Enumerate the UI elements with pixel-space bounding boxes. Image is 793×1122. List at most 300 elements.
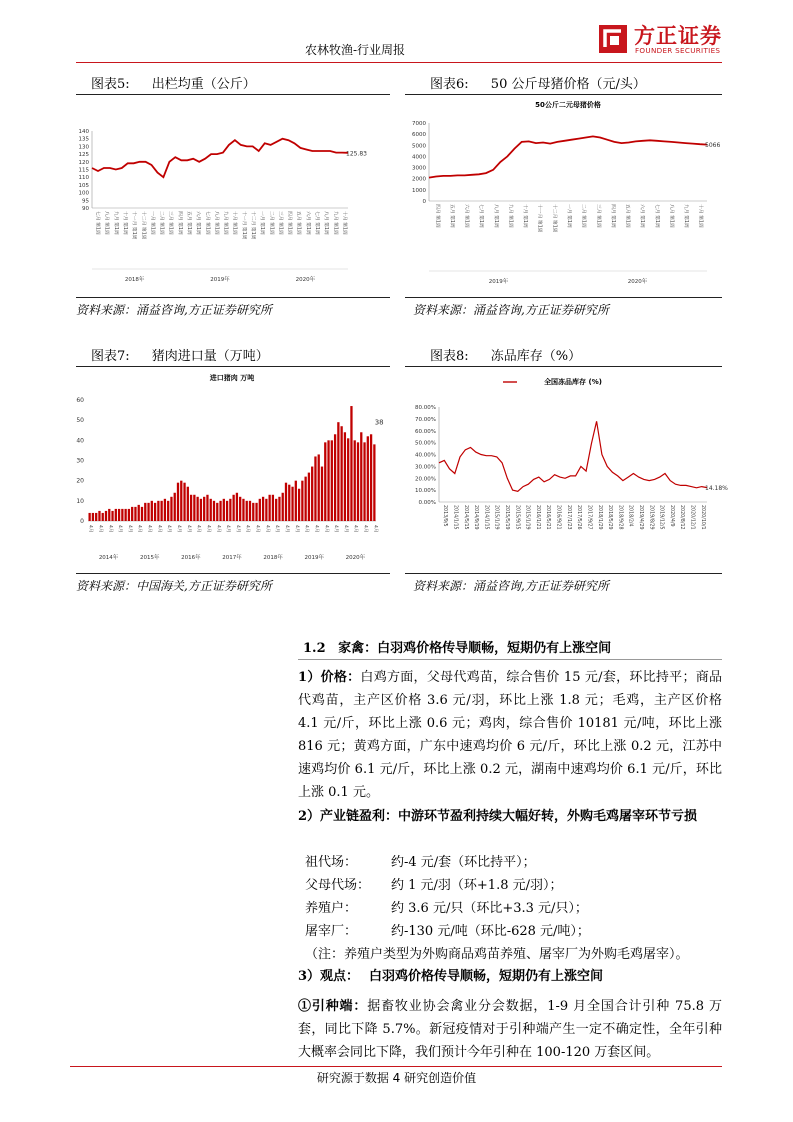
x-tick-label: 九月 第1周 <box>332 211 338 235</box>
profit-heading: 2）产业链盈利：中游环节盈利持续大幅好转，外购毛鸡屠宰环节亏损 <box>298 809 698 824</box>
x-tick-label: 四月 第1周 <box>286 211 292 235</box>
x-tick-label: 4月 <box>156 525 162 533</box>
y-tick-label: 6000 <box>412 132 426 139</box>
item1-head: ①引种端： <box>298 999 368 1014</box>
x-tick-label: 三月 第1周 <box>167 211 173 235</box>
series-line <box>429 136 707 177</box>
logo-text-cn: 方正证券 <box>634 24 722 48</box>
footer-slogan: 研究源于数据 4 研究创造价值 <box>316 1071 477 1085</box>
fig6-bottom-rule <box>405 297 722 298</box>
fig6-chart <box>405 97 722 295</box>
bar <box>236 493 238 521</box>
x-tick-label: 4月 <box>225 525 231 533</box>
bar <box>255 503 257 521</box>
fig7-source: 资料来源：中国海关,方正证券研究所 <box>76 579 272 593</box>
bar <box>154 503 156 521</box>
bar <box>118 509 120 521</box>
fig7-top-rule <box>76 366 390 367</box>
bar <box>174 493 176 521</box>
y-tick-label: 0 <box>422 199 426 205</box>
item1-text: 据畜牧业协会禽业分会数据，1-9 月全国合计引种 75.8 万套，同比下降 5.7%。新冠疫情对于引种端产生一定不确定性，全年引种大概率会同比下降，我们预计今年引种在 100-120 万套区间。 <box>298 999 722 1060</box>
bar <box>115 509 117 521</box>
profit-row-value: 约 1 元/羽（环+1.8 元/羽）； <box>391 878 563 893</box>
profit-row-label: 父母代场： <box>305 878 371 893</box>
y-tick-label: 10 <box>76 497 84 505</box>
y-tick-label: 4000 <box>412 154 426 161</box>
y-tick-label: 40.00% <box>415 452 436 459</box>
y-tick-label: 115 <box>78 167 89 174</box>
x-tick-label: 七月 第1周 <box>204 211 210 235</box>
fig6-source: 资料来源：涌益咨询,方正证券研究所 <box>413 303 609 317</box>
fig8-title-text: 冻品库存（%） <box>490 349 582 364</box>
x-tick-label: 4月 <box>313 525 319 533</box>
x-tick-label: 八月 第1周 <box>103 211 109 235</box>
last-value-label: 38 <box>374 418 384 427</box>
fig7-title-text: 猪肉进口量（万吨） <box>151 349 269 364</box>
bar <box>141 507 143 521</box>
bar <box>229 499 231 521</box>
year-group-label: 2017年 <box>222 555 242 561</box>
profit-row-value: 约-4 元/套（环比持平）； <box>391 855 536 870</box>
x-tick-label: 4月 <box>303 525 309 533</box>
x-tick-label: 2019/8/29 <box>648 505 654 530</box>
year-group-label: 2019年 <box>210 277 230 283</box>
x-tick-label: 4月 <box>244 525 250 533</box>
fig6-top-rule <box>405 94 722 95</box>
year-group-label: 2016年 <box>181 555 201 561</box>
logo-text-en: FOUNDER SECURITIES <box>635 46 721 55</box>
x-tick-label: 2016/9/21 <box>555 505 561 530</box>
x-tick-label: 九月 第1周 <box>112 211 118 235</box>
founder-logo-icon <box>598 24 628 54</box>
y-tick-label: 40 <box>76 437 84 445</box>
x-tick-label: 二月 第1周 <box>268 211 274 235</box>
x-tick-label: 八月 第1周 <box>213 211 219 235</box>
y-tick-label: 30.00% <box>415 464 436 471</box>
x-tick-label: 2017/5/26 <box>576 505 582 530</box>
y-tick-label: 60.00% <box>415 428 436 435</box>
y-tick-label: 2000 <box>412 176 426 183</box>
bar <box>282 493 284 521</box>
x-tick-label: 一月 第1周 <box>259 211 265 235</box>
bar <box>298 489 300 521</box>
y-tick-label: 0 <box>80 518 84 525</box>
bar <box>131 507 133 521</box>
x-tick-label: 2014/5/15 <box>462 505 468 530</box>
bar <box>259 499 261 521</box>
bar <box>203 497 205 521</box>
bar <box>344 432 346 521</box>
x-tick-label: 4月 <box>205 525 211 533</box>
bar <box>340 426 342 521</box>
year-group-label: 2019年 <box>304 555 325 561</box>
bar <box>232 495 234 521</box>
bar <box>324 442 326 521</box>
bar <box>304 477 306 521</box>
bar <box>213 501 215 521</box>
x-tick-label: 2016/5/21 <box>545 505 551 530</box>
x-tick-label: 4月 <box>342 525 348 533</box>
year-group-label: 2020年 <box>627 279 648 285</box>
x-tick-label: 十月 第1周 <box>341 211 347 235</box>
x-tick-label: 六月 第1周 <box>639 204 645 228</box>
year-group-label: 2019年 <box>488 279 509 285</box>
x-tick-label: 六月 第1周 <box>304 211 310 235</box>
price-paragraph <box>298 666 722 804</box>
bar <box>200 499 202 521</box>
x-tick-label: 四月 第1周 <box>609 204 615 228</box>
bar <box>252 503 254 521</box>
x-tick-label: 六月 第1周 <box>195 211 201 235</box>
bar <box>180 481 182 521</box>
section-title: 家禽：白羽鸡价格传导顺畅，短期仍有上涨空间 <box>338 641 612 656</box>
bar <box>262 497 264 521</box>
bar <box>311 467 313 521</box>
x-tick-label: 2020/12/1 <box>689 505 695 530</box>
x-tick-label: 2019/12/5 <box>658 505 664 530</box>
fig7-chart <box>76 369 390 571</box>
x-tick-label: 2014/9/19 <box>473 505 479 530</box>
view-head: 3）观点： <box>298 969 360 984</box>
section-divider <box>298 659 722 660</box>
x-tick-label: 2013/9/5 <box>442 505 448 527</box>
x-tick-label: 4月 <box>87 525 93 533</box>
profit-row-label: 屠宰厂： <box>305 924 358 939</box>
chart-title: 进口猪肉 万吨 <box>209 374 255 382</box>
x-tick-label: 4月 <box>264 525 270 533</box>
bar <box>121 509 123 521</box>
bar <box>357 442 359 521</box>
x-tick-label: 五月 第1周 <box>186 211 191 235</box>
fig5-source: 资料来源：涌益咨询,方正证券研究所 <box>76 303 272 317</box>
bar <box>95 513 97 521</box>
series-line <box>92 139 348 178</box>
item1-paragraph <box>298 995 722 1064</box>
bar <box>190 495 192 521</box>
bar <box>370 434 372 521</box>
fig8-label: 图表8: <box>430 349 469 364</box>
x-tick-label: 2019/4/29 <box>638 505 643 530</box>
bar <box>327 440 329 521</box>
x-tick-label: 二月 第1周 <box>158 211 164 235</box>
x-tick-label: 十二月 第1周 <box>250 211 255 240</box>
bar <box>193 495 195 521</box>
fig5-top-rule <box>76 94 390 95</box>
bar <box>108 509 110 521</box>
bar <box>239 497 241 521</box>
x-tick-label: 4月 <box>323 525 329 533</box>
bar <box>318 454 320 521</box>
header-divider <box>76 62 722 63</box>
x-tick-label: 2018/1/29 <box>596 505 602 530</box>
x-tick-label: 九月 第1周 <box>507 204 513 228</box>
bar <box>88 513 90 521</box>
x-tick-label: 4月 <box>293 525 299 533</box>
bar <box>331 440 333 521</box>
chart-title: 50公斤二元母猪价格 <box>535 101 601 109</box>
bar <box>138 505 140 521</box>
x-tick-label: 五月 第1周 <box>448 204 454 228</box>
x-tick-label: 4月 <box>126 525 132 533</box>
fig5-bottom-rule <box>76 297 390 298</box>
fig5-title-text: 出栏均重（公斤） <box>151 77 256 92</box>
x-tick-label: 4月 <box>274 525 280 533</box>
y-tick-label: 0.00% <box>418 500 436 506</box>
bar <box>183 483 185 521</box>
y-tick-label: 30 <box>76 457 84 465</box>
x-tick-label: 三月 第1周 <box>277 211 283 235</box>
bar <box>265 499 267 521</box>
y-tick-label: 90 <box>82 206 89 212</box>
year-group-label: 2020年 <box>345 555 366 561</box>
bar <box>308 473 310 521</box>
x-tick-label: 二月 第1周 <box>580 204 586 228</box>
y-tick-label: 20 <box>76 477 84 485</box>
bar <box>147 503 149 521</box>
bar <box>337 422 339 521</box>
last-value-label: 125.83 <box>346 150 367 158</box>
chart-title: 全国冻品库存 (%) <box>544 378 602 386</box>
fig8-top-rule <box>405 366 722 367</box>
bar <box>334 434 336 521</box>
fig8-source: 资料来源：涌益咨询,方正证券研究所 <box>413 579 609 593</box>
report-header-title: 农林牧渔-行业周报 <box>305 43 406 57</box>
x-tick-label: 4月 <box>107 525 113 533</box>
bar <box>102 513 104 521</box>
price-head: 1）价格： <box>298 670 361 685</box>
x-tick-label: 2017/1/23 <box>565 505 571 530</box>
bar <box>167 501 169 521</box>
bar <box>272 495 274 521</box>
bar <box>151 501 153 521</box>
bar <box>160 501 162 521</box>
profit-row-value: 约-130 元/吨（环比-628 元/吨）； <box>391 924 590 939</box>
y-tick-label: 5000 <box>412 143 426 150</box>
bar <box>288 485 290 521</box>
x-tick-label: 4月 <box>185 525 191 533</box>
x-tick-label: 九月 第1周 <box>683 204 689 228</box>
x-tick-label: 2015/5/19 <box>504 505 509 530</box>
profit-row-value: 约 3.6 元/只（环比+3.3 元/只）； <box>391 901 588 916</box>
bar <box>144 503 146 521</box>
x-tick-label: 五月 第1周 <box>295 211 301 235</box>
x-tick-label: 十一月 第1周 <box>131 211 137 240</box>
x-tick-label: 十月 第1周 <box>231 211 237 235</box>
section-number: 1.2 <box>303 641 326 656</box>
year-group-label: 2020年 <box>295 277 316 283</box>
x-tick-label: 4月 <box>166 525 172 533</box>
x-tick-label: 六月 第1周 <box>463 204 469 228</box>
y-tick-label: 120 <box>78 159 89 166</box>
x-tick-label: 2015/1/19 <box>493 505 499 530</box>
x-tick-label: 八月 第1周 <box>492 204 498 228</box>
footer-divider <box>70 1066 722 1067</box>
x-tick-label: 七月 第1周 <box>478 204 484 228</box>
bar <box>285 483 287 521</box>
bar <box>98 511 100 521</box>
series-line <box>439 421 707 491</box>
y-tick-label: 50 <box>76 417 84 425</box>
y-tick-label: 1000 <box>412 187 426 194</box>
founder-logo <box>598 22 728 58</box>
x-tick-label: 四月 第1周 <box>176 211 182 235</box>
y-tick-label: 7000 <box>412 121 426 127</box>
fig7-title <box>91 345 269 364</box>
bar <box>246 501 248 521</box>
x-tick-label: 4月 <box>195 525 201 533</box>
view-title: 白羽鸡价格传导顺畅，短期仍有上涨空间 <box>369 969 604 984</box>
x-tick-label: 4月 <box>362 525 368 533</box>
x-tick-label: 4月 <box>97 525 103 533</box>
y-tick-label: 95 <box>82 198 89 205</box>
bar <box>177 483 179 521</box>
x-tick-label: 4月 <box>176 525 181 533</box>
bar <box>347 438 349 521</box>
fig8-chart <box>405 369 728 571</box>
y-tick-label: 105 <box>78 182 89 189</box>
y-tick-label: 100 <box>78 190 89 197</box>
y-tick-label: 80.00% <box>415 405 436 411</box>
y-tick-label: 20.00% <box>415 476 436 483</box>
bar <box>164 499 166 521</box>
bar <box>295 481 297 521</box>
x-tick-label: 2018/2/4 <box>627 505 633 527</box>
x-tick-label: 4月 <box>146 525 152 533</box>
x-tick-label: 4月 <box>215 525 221 533</box>
x-tick-label: 十二月 第1周 <box>140 211 146 240</box>
y-tick-label: 60 <box>76 397 84 404</box>
year-group-label: 2015年 <box>139 555 160 561</box>
x-tick-label: 一月 第1周 <box>566 204 571 228</box>
x-tick-label: 4月 <box>117 525 123 533</box>
x-tick-label: 五月 第1周 <box>624 204 630 228</box>
bar <box>350 406 352 521</box>
bar <box>268 495 270 521</box>
bar <box>360 432 362 521</box>
bar <box>321 467 323 521</box>
fig6-title-text: 50 公斤母猪价格（元/头） <box>490 77 646 92</box>
y-tick-label: 125 <box>78 152 89 159</box>
y-tick-label: 3000 <box>412 165 426 172</box>
fig6-title <box>430 73 646 92</box>
bar <box>373 444 375 521</box>
bar <box>226 501 228 521</box>
x-tick-label: 七月 第1周 <box>94 211 100 235</box>
x-tick-label: 2020/4/9 <box>668 505 674 527</box>
x-tick-label: 2015/9/15 <box>514 505 520 530</box>
bar <box>92 513 94 521</box>
x-tick-label: 十一月 第1周 <box>240 211 246 240</box>
profit-row-label: 祖代场： <box>305 855 358 870</box>
bar <box>301 481 303 521</box>
bar <box>187 487 189 521</box>
x-tick-label: 七月 第1周 <box>314 211 319 235</box>
x-tick-label: 七月 第1周 <box>653 204 659 228</box>
fig5-chart <box>76 97 390 295</box>
x-tick-label: 八月 第1周 <box>323 211 329 235</box>
x-tick-label: 2014/1/15 <box>483 505 489 530</box>
price-text: 白鸡方面，父母代鸡苗，综合售价 15 元/套，环比持平；商品代鸡苗，主产区价格 3.6 元/羽，环比上涨 1.8 元；毛鸡，主产区价格 4.1 元/斤，环比上涨 0.6 元；鸡肉，综合售价 10181 元/吨，环比上涨 816 元；黄鸡方面，广东中速鸡均价 6 元/斤，环比上涨 0.2 元，江苏中速鸡均价 6.1 元/斤，环比上涨 0.2 元，湖南中速鸡均价 6.1 元/斤，环比上涨 0.1 元。 <box>298 670 723 800</box>
x-tick-label: 2015/1/19 <box>524 505 530 530</box>
section-heading <box>303 637 611 656</box>
profit-note: （注：养殖户类型为外购商品鸡苗养殖、屠宰厂为外购毛鸡屠宰）。 <box>305 947 689 962</box>
bar <box>128 509 130 521</box>
x-tick-label: 4月 <box>234 525 240 533</box>
bar <box>278 497 280 521</box>
y-tick-label: 50.00% <box>415 440 436 447</box>
fig5-label: 图表5: <box>91 77 130 92</box>
x-tick-label: 4月 <box>136 525 142 533</box>
x-tick-label: 2020/8/12 <box>679 505 685 530</box>
y-tick-label: 10.00% <box>415 488 436 495</box>
bar <box>354 440 356 521</box>
bar <box>196 497 198 521</box>
last-value-label: 5066 <box>705 142 721 150</box>
x-tick-label: 八月 第1周 <box>668 204 674 228</box>
y-tick-label: 110 <box>78 175 89 182</box>
fig7-label: 图表7: <box>91 349 130 364</box>
view-heading <box>298 965 603 984</box>
x-tick-label: 2017/9/27 <box>586 505 592 530</box>
x-tick-label: 十月 第1周 <box>697 204 703 228</box>
x-tick-label: 十月 第1周 <box>522 204 528 228</box>
x-tick-label: 2014/1/15 <box>452 505 458 530</box>
fig7-bottom-rule <box>76 573 390 574</box>
bar <box>210 499 212 521</box>
bar <box>170 497 172 521</box>
x-tick-label: 十一月 第1周 <box>536 204 542 233</box>
y-tick-label: 135 <box>78 136 89 143</box>
bar <box>363 442 365 521</box>
x-tick-label: 一月 第1周 <box>149 211 155 235</box>
year-group-label: 2018年 <box>124 277 145 283</box>
x-tick-label: 4月 <box>372 525 378 533</box>
bar <box>219 501 221 521</box>
x-tick-label: 九月 第1周 <box>222 211 228 235</box>
x-tick-label: 四月 第1周 <box>434 204 440 228</box>
bar <box>105 511 107 521</box>
x-tick-label: 4月 <box>333 525 339 533</box>
x-tick-label: 2016/1/21 <box>534 505 540 530</box>
bar <box>249 501 251 521</box>
fig6-label: 图表6: <box>430 77 469 92</box>
fig8-bottom-rule <box>405 573 722 574</box>
y-tick-label: 70.00% <box>415 416 436 423</box>
bar <box>242 499 244 521</box>
profit-row-label: 养殖户： <box>305 901 358 916</box>
bar <box>206 495 208 521</box>
bar <box>157 501 159 521</box>
x-tick-label: 4月 <box>352 525 358 533</box>
fig8-title <box>430 345 581 364</box>
last-value-label: 14.18% <box>705 485 728 493</box>
x-tick-label: 4月 <box>254 525 260 533</box>
bar <box>134 507 136 521</box>
x-tick-label: 十二月 第1周 <box>551 204 557 233</box>
bar <box>223 499 225 521</box>
bar <box>291 487 293 521</box>
fig5-title <box>91 73 256 92</box>
x-tick-label: 十月 第1周 <box>122 211 127 235</box>
x-tick-label: 2018/9/28 <box>617 505 623 530</box>
x-tick-label: 三月 第1周 <box>595 204 601 228</box>
bar <box>124 509 126 521</box>
year-group-label: 2014年 <box>98 555 119 561</box>
x-tick-label: 2020/10/1 <box>699 505 705 530</box>
bar <box>216 503 218 521</box>
y-tick-label: 130 <box>78 144 89 151</box>
x-tick-label: 4月 <box>284 525 289 533</box>
